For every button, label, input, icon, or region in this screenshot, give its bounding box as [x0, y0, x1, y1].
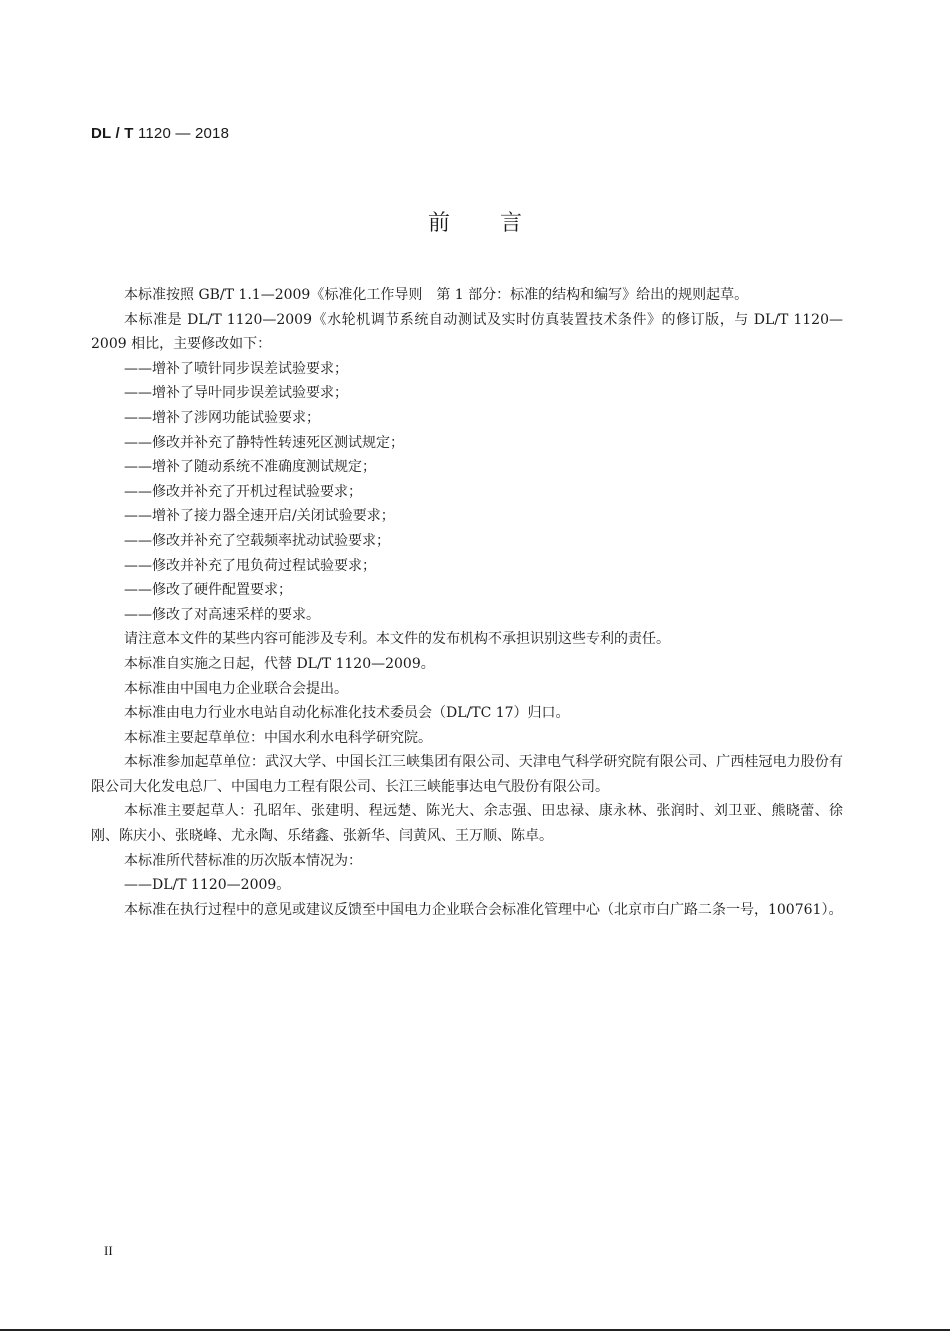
- page-title: 前言: [427, 211, 572, 236]
- standard-code-header: [91, 125, 229, 142]
- paragraph: 本标准参加起草单位：武汉大学、中国长江三峡集团有限公司、天津电气科学研究院有限公司、广西桂冠电力股份有限公司大化发电总厂、中国电力工程有限公司、长江三峡能事达电气股份有限公司。: [91, 754, 843, 795]
- list-item: ——修改了对高速采样的要求。: [124, 606, 320, 623]
- list-item: ——增补了涉网功能试验要求；: [124, 409, 320, 426]
- list-item: ——增补了接力器全速开启/关闭试验要求；: [124, 508, 395, 525]
- paragraph: 本标准所代替标准的历次版本情况为：: [124, 852, 362, 869]
- page-number: II: [104, 1243, 113, 1258]
- paragraph: 本标准是 DL/T 1120—2009《水轮机调节系统自动测试及实时仿真装置技术条件》的修订版，与 DL/T 1120—2009 相比，主要修改如下：: [91, 311, 843, 353]
- list-item: ——增补了导叶同步误差试验要求；: [124, 385, 348, 402]
- paragraph: 本标准主要起草单位：中国水利水电科学研究院。: [124, 729, 432, 746]
- paragraph: 本标准自实施之日起，代替 DL/T 1120—2009。: [124, 655, 435, 672]
- paragraph: 请注意本文件的某些内容可能涉及专利。本文件的发布机构不承担识别这些专利的责任。: [124, 631, 670, 648]
- list-item: ——修改并补充了开机过程试验要求；: [124, 483, 362, 500]
- list-item: ——DL/T 1120—2009。: [124, 877, 291, 894]
- foreword-body: [91, 283, 843, 922]
- standard-code-number: 1120 — 2018: [133, 125, 230, 142]
- standard-code-prefix: DL / T: [91, 125, 134, 142]
- paragraph: 本标准主要起草人：孔昭年、张建明、程远楚、陈光大、余志强、田忠禄、康永林、张润时、刘卫亚、熊晓蕾、徐刚、陈庆小、张晓峰、尤永陶、乐绪鑫、张新华、闫黄风、王万顺、陈卓。: [91, 803, 843, 845]
- list-item: ——修改并补充了静特性转速死区测试规定；: [124, 434, 404, 451]
- bottom-divider: [0, 1329, 950, 1331]
- paragraph: 本标准由中国电力企业联合会提出。: [124, 680, 348, 697]
- list-item: ——增补了随动系统不准确度测试规定；: [124, 459, 376, 476]
- list-item: ——增补了喷针同步误差试验要求；: [124, 360, 348, 377]
- list-item: ——修改了硬件配置要求；: [124, 582, 292, 599]
- paragraph: 本标准在执行过程中的意见或建议反馈至中国电力企业联合会标准化管理中心（北京市白广路二条一号，100761）。: [124, 901, 843, 918]
- paragraph: 本标准由电力行业水电站自动化标准化技术委员会（DL/TC 17）归口。: [124, 705, 570, 722]
- list-item: ——修改并补充了空载频率扰动试验要求；: [124, 532, 390, 549]
- paragraph: 本标准按照 GB/T 1.1—2009《标准化工作导则 第 1 部分：标准的结构和编写》给出的规则起草。: [124, 287, 749, 303]
- list-item: ——修改并补充了甩负荷过程试验要求；: [124, 557, 376, 574]
